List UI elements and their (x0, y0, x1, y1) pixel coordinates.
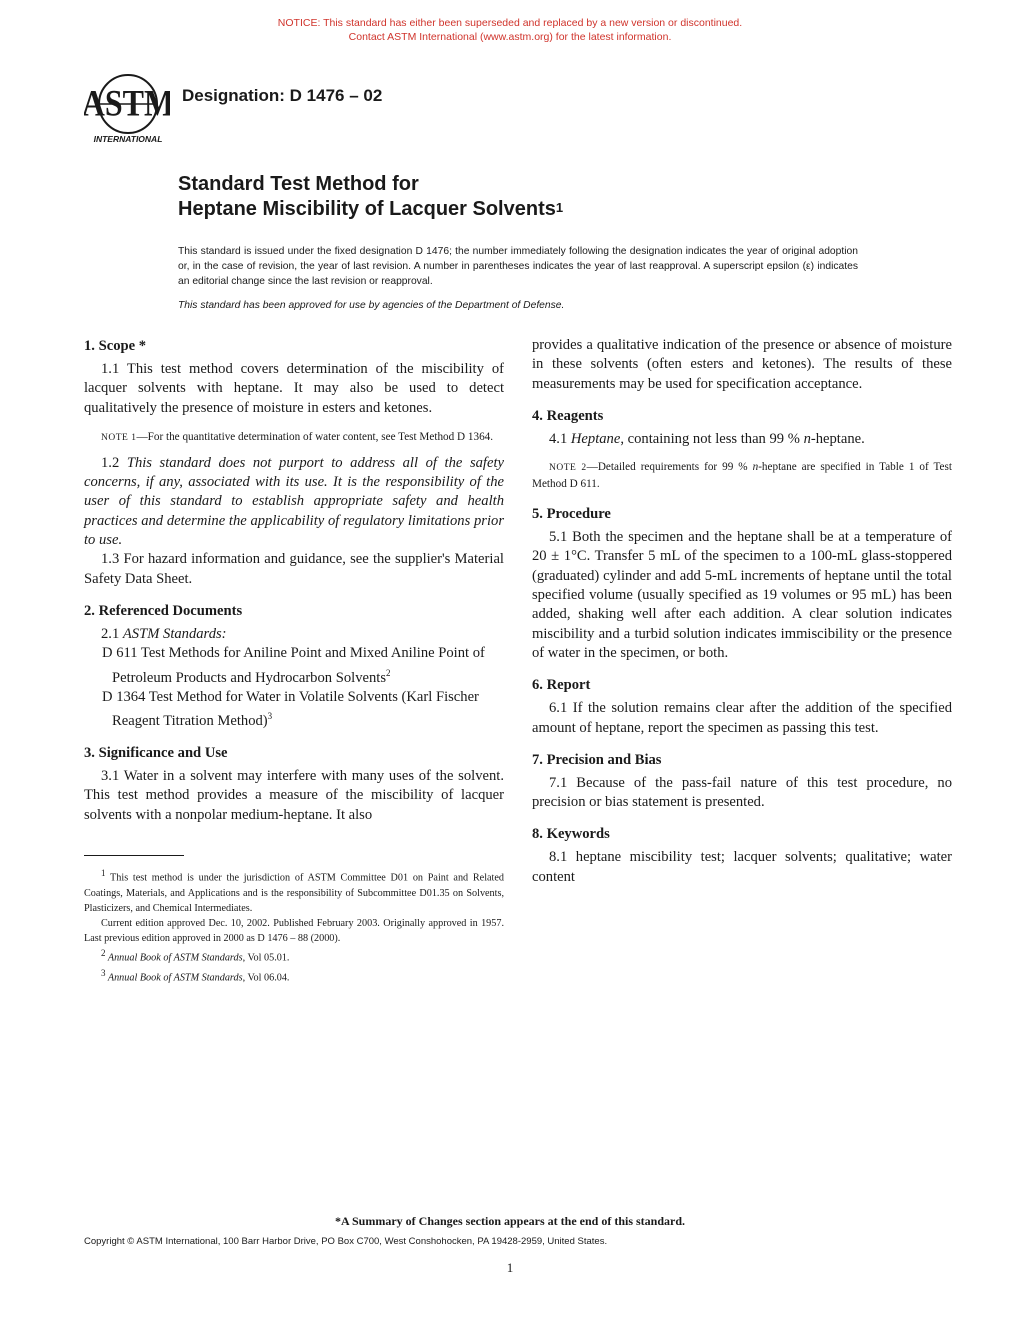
reagents-heading: 4. Reagents (532, 407, 604, 424)
astm-logo-icon (84, 72, 170, 148)
notice-line-2: Contact ASTM International (www.astm.org) for the latest information. (348, 31, 672, 43)
footnote-3: $^3$ Annual Book of ASTM Standards, Vol 06.04. (101, 968, 290, 984)
title-line-1: Standard Test Method for (178, 173, 419, 195)
footnotes (84, 866, 504, 986)
logo-subtitle: INTERNATIONAL (93, 134, 163, 144)
summary-of-changes: *A Summary of Changes section appears at the end of this standard. (334, 1214, 686, 1228)
para-6-1: 6.1 If the solution remains clear after the addition of the specified amount of heptane, report the specimen as passing this test. (532, 700, 952, 736)
notice-line-1: NOTICE: This standard has either been superseded and replaced by a new version or discontinued. (277, 17, 743, 29)
para-7-1: 7.1 Because of the pass-fail nature of this test procedure, no precision or bias statement is presented. (532, 774, 952, 811)
ref-d1364: D 1364 Test Method for Water in Volatile Solvents (Karl Fischer Reagent Titration Method)$^3$ (102, 688, 479, 729)
right-column (532, 336, 952, 887)
footnote-1-edition: Current edition approved Dec. 10, 2002. Published February 2003. Originally approved in 1957. Last previous edition approved in 2000 as D 1476 – 88 (2000). (84, 918, 504, 945)
procedure-heading: 5. Procedure (532, 506, 611, 523)
footnote-1: $^1$ This test method is under the jurisdiction of ASTM Committee D01 on Paint and Related Coatings, Materials, and Applications and is the responsibility of Subcommittee D01.35 on Solvents, Plasticizers, and Chemical Intermediates. (84, 868, 504, 914)
title-line-2: Heptane Miscibility of Lacquer Solvents$^1$ (178, 198, 564, 220)
ref-d611: D 611 Test Methods for Aniline Point and Mixed Aniline Point of Petroleum Products and Hydrocarbon Solvents$^2$ (102, 645, 485, 686)
scope-heading: 1. Scope * (84, 338, 147, 354)
designation: Designation: D 1476 – 02 (182, 86, 383, 105)
document-title (178, 172, 563, 222)
page-number: 1 (506, 1260, 514, 1275)
referenced-documents-heading: 2. Referenced Documents (84, 602, 243, 619)
para-1-3: 1.3 For hazard information and guidance, see the supplier's Material Safety Data Sheet. (84, 551, 504, 587)
para-8-1: 8.1 heptane miscibility test; lacquer solvents; qualitative; water content (532, 849, 952, 885)
para-5-1: 5.1 Both the specimen and the heptane shall be at a temperature of 20 ± 1°C. Transfer 5 mL of the specimen to a 100-mL glass-stoppered (graduated) cylinder and add 5-mL increments of heptane until the total specified volume (usually specified as 19 volumes or 95 mL) has been added, shaking well after each addition. A clear solution indicates miscibility and a turbid solution indicates immiscibility or the presence of water in the specimen, or both. (532, 529, 952, 661)
para-4-1: 4.1 Heptane, containing not less than 99 % n-heptane. (549, 430, 865, 447)
logo-letters: ASTM (84, 83, 170, 125)
note-1: NOTE 1—For the quantitative determination of water content, see Test Method D 1364. (101, 430, 494, 443)
footnote-2: $^2$ Annual Book of ASTM Standards, Vol 05.01. (101, 948, 290, 964)
para-3-1: 3.1 Water in a solvent may interfere with many uses of the solvent. This test method provides a measure of the miscibility of lacquer solvents with a nonpolar medium-heptane. It also (84, 768, 504, 823)
dod-approval: This standard has been approved for use by agencies of the Department of Defense. (178, 300, 565, 311)
astm-logo (84, 72, 170, 148)
note-2: NOTE 2—Detailed requirements for 99 % n-heptane are specified in Table 1 of Test Method D 611. (532, 461, 952, 491)
copyright: Copyright © ASTM International, 100 Barr Harbor Drive, PO Box C700, West Conshohocken, PA 19428-2959, United States. (84, 1236, 608, 1247)
precision-bias-heading: 7. Precision and Bias (532, 751, 662, 768)
footnote-rule (84, 855, 184, 856)
keywords-heading: 8. Keywords (532, 826, 610, 843)
issuance-statement: This standard is issued under the fixed designation D 1476; the number immediately following the designation indicates the year of original adoption or, in the case of revision, the year of last revision. A number in parentheses indicates the year of last reapproval. A superscript epsilon (ε) indicates an editorial change since the last revision or reapproval. (178, 246, 858, 287)
para-1-1: 1.1 This test method covers determination of the miscibility of lacquer solvents with heptane. It may also be used to detect qualitatively the presence of moisture in esters and ketones. (84, 361, 504, 416)
para-1-2: 1.2 This standard does not purport to address all of the safety concerns, if any, associated with its use. It is the responsibility of the user of this standard to establish appropriate safety and health practices and determine the applicability of regulatory limitations prior to use. (84, 454, 504, 549)
para-3-1-continued: provides a qualitative indication of the presence or absence of moisture in these solvents (often esters and ketones). The results of these measurements may be used for specification acceptance. (532, 337, 952, 392)
significance-heading: 3. Significance and Use (84, 745, 228, 762)
para-2-1: 2.1 ASTM Standards: (101, 625, 227, 642)
left-column (84, 337, 504, 825)
report-heading: 6. Report (532, 677, 591, 694)
